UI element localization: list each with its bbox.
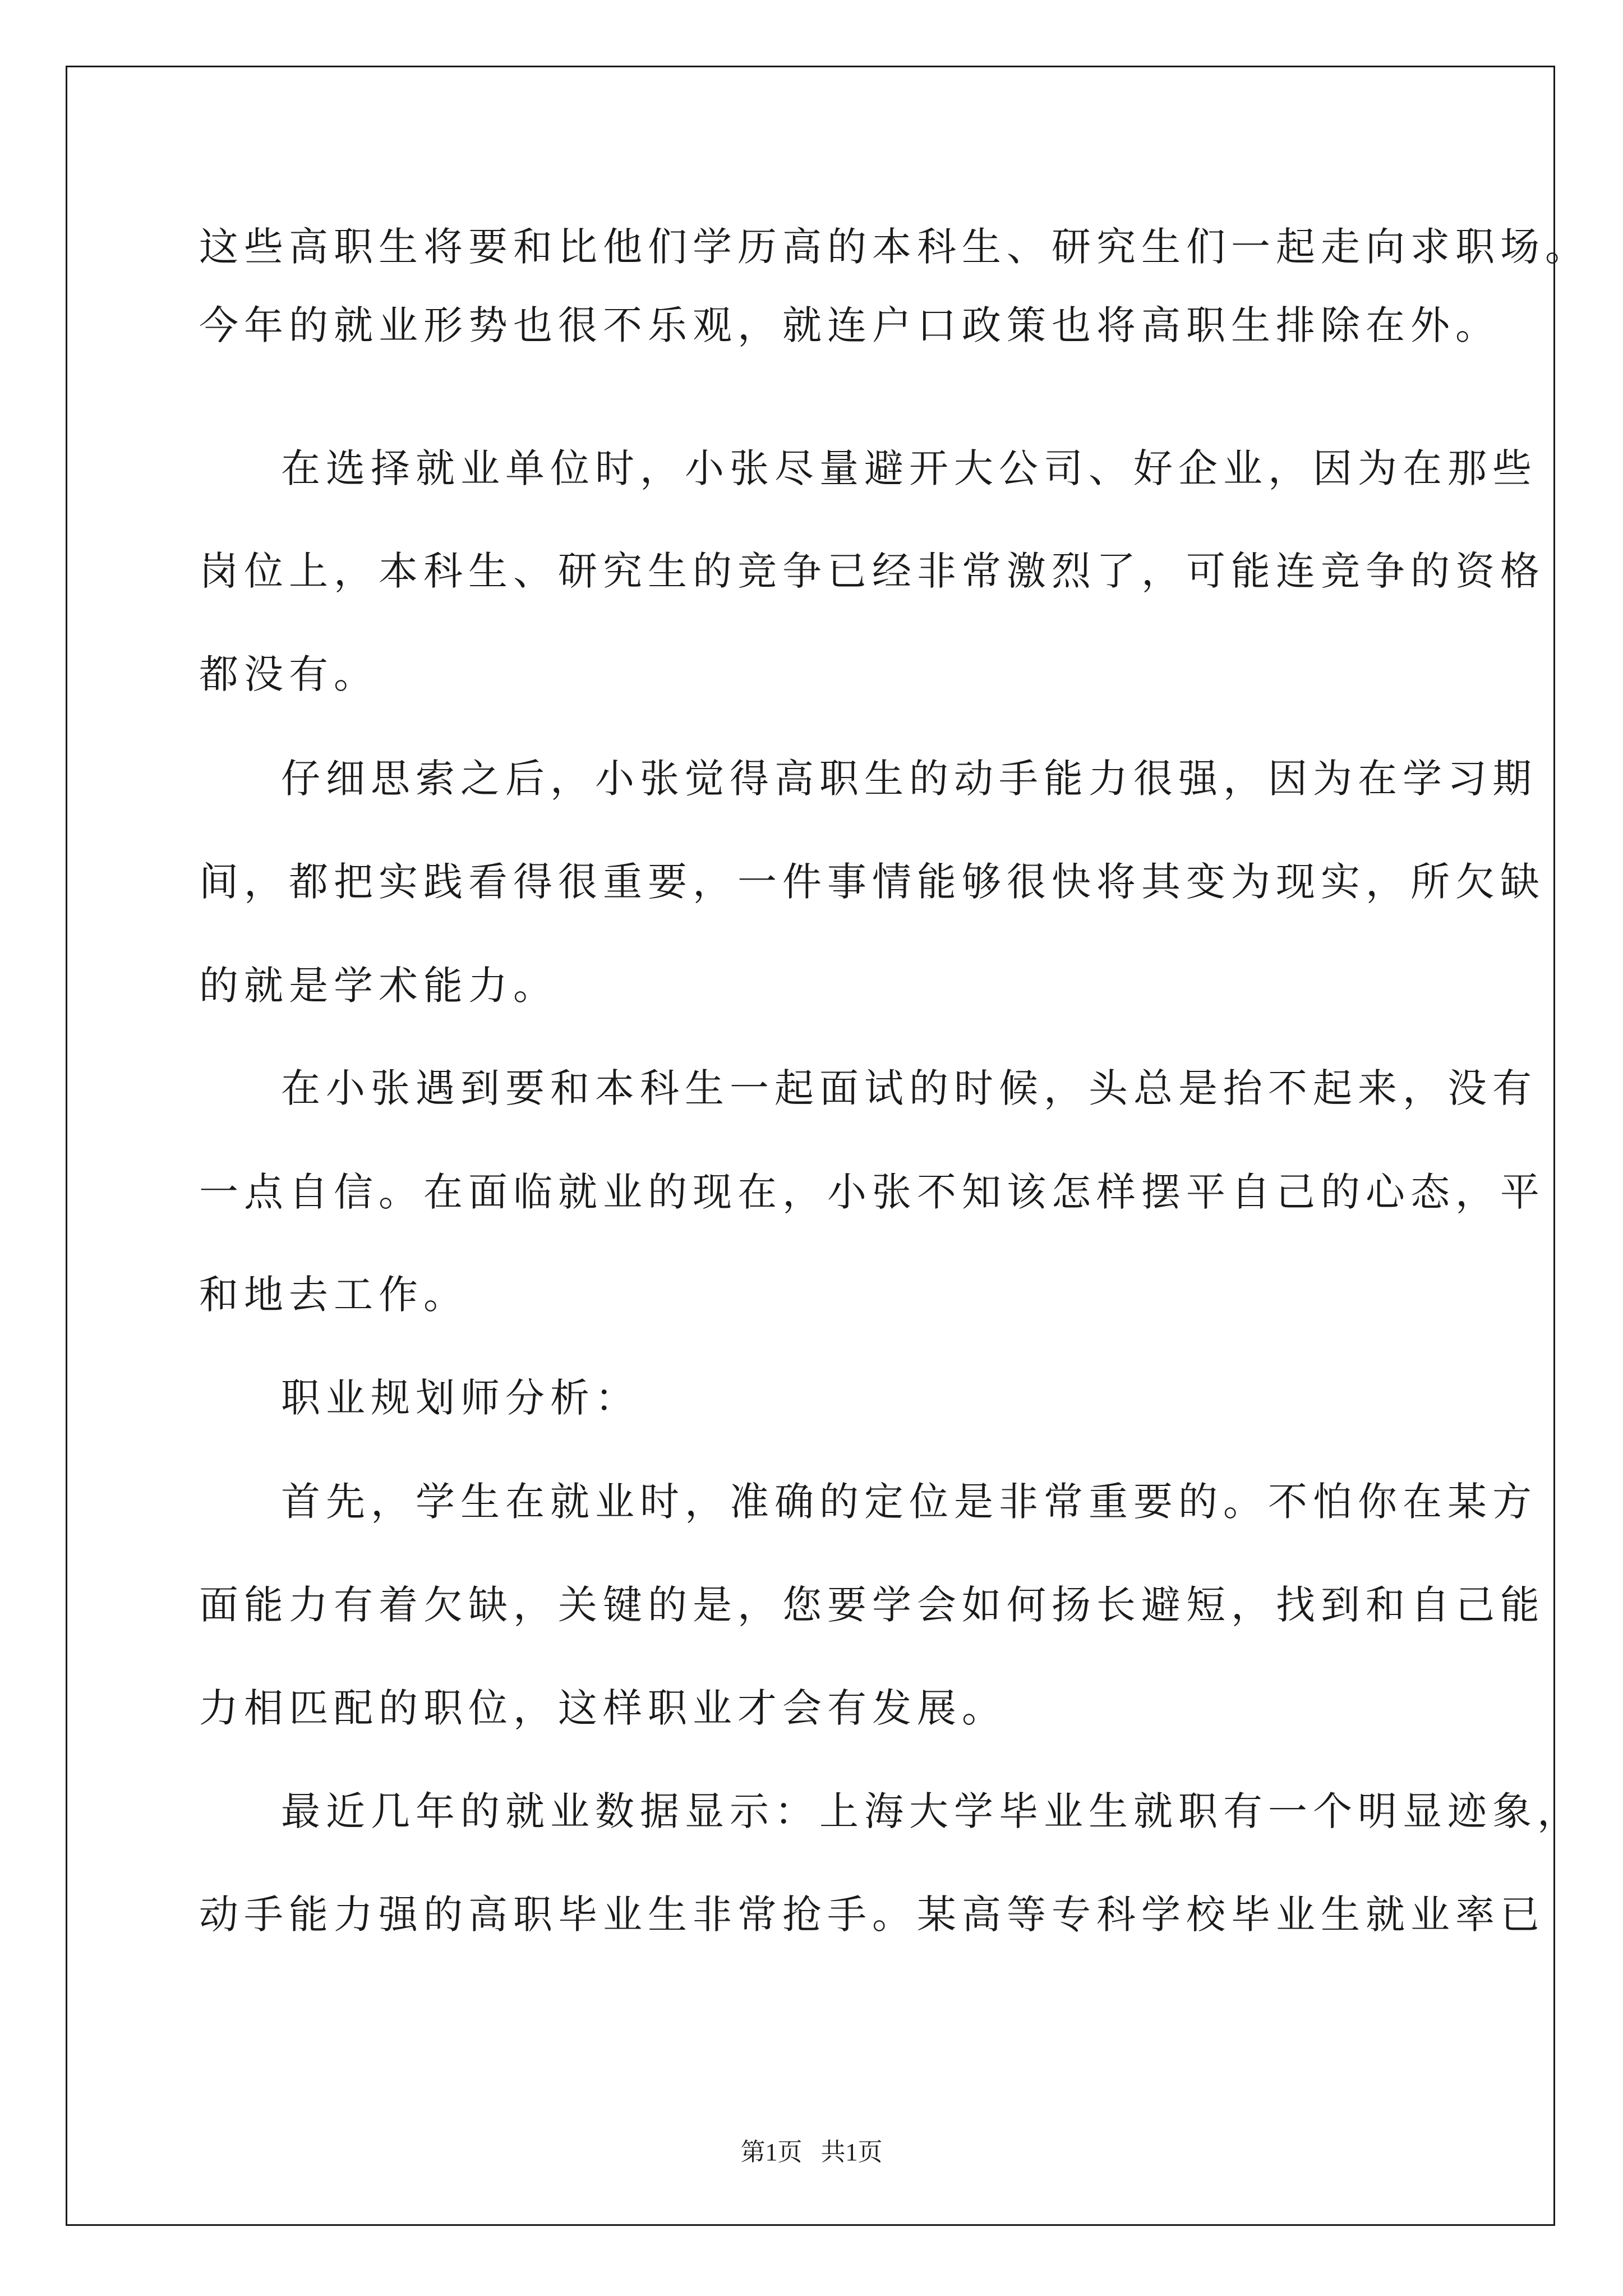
text-line: 都没有。 xyxy=(199,651,379,697)
text-line: 今年的就业形势也很不乐观，就连户口政策也将高职生排除在外。 xyxy=(199,302,1500,348)
section-heading: 职业规划师分析： xyxy=(281,1375,640,1421)
text-line: 最近几年的就业数据显示：上海大学毕业生就职有一个明显迹象， xyxy=(281,1788,1582,1834)
text-line: 的就是学术能力。 xyxy=(199,963,558,1009)
text-line: 一点自信。在面临就业的现在，小张不知该怎样摆平自己的心态，平 xyxy=(199,1169,1545,1215)
text-line: 和地去工作。 xyxy=(199,1272,468,1318)
text-line: 力相匹配的职位，这样职业才会有发展。 xyxy=(199,1685,1007,1731)
text-line: 在小张遇到要和本科生一起面试的时候，头总是抬不起来，没有 xyxy=(281,1065,1537,1111)
text-line: 动手能力强的高职毕业生非常抢手。某高等专科学校毕业生就业率已 xyxy=(199,1892,1545,1938)
text-line: 岗位上，本科生、研究生的竞争已经非常激烈了，可能连竞争的资格 xyxy=(199,548,1545,594)
text-line: 间，都把实践看得很重要，一件事情能够很快将其变为现实，所欠缺 xyxy=(199,859,1545,905)
page-footer: 第1页 共1页 xyxy=(740,2138,883,2166)
text-line: 这些高职生将要和比他们学历高的本科生、研究生们一起走向求职场。 xyxy=(199,224,1590,270)
text-line: 首先，学生在就业时，准确的定位是非常重要的。不怕你在某方 xyxy=(281,1479,1537,1525)
text-line: 在选择就业单位时，小张尽量避开大公司、好企业，因为在那些 xyxy=(281,445,1537,491)
text-line: 仔细思索之后，小张觉得高职生的动手能力很强，因为在学习期 xyxy=(281,756,1537,802)
text-line: 面能力有着欠缺，关键的是，您要学会如何扬长避短，找到和自己能 xyxy=(199,1582,1545,1628)
